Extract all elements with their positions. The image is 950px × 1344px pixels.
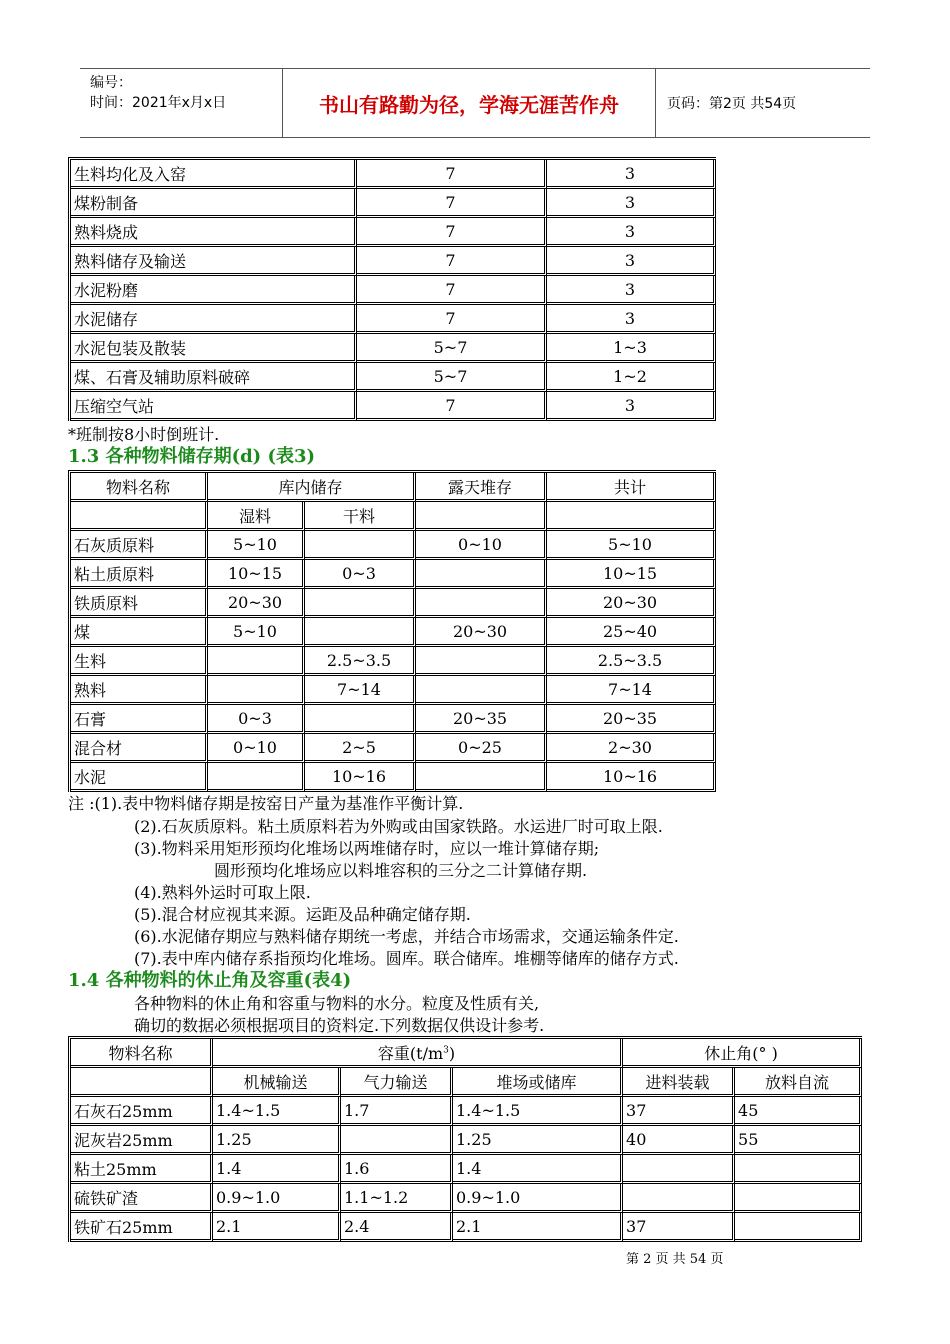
table-row <box>71 734 716 763</box>
table-cell: 压缩空气站 <box>71 392 357 421</box>
table-cell: 3 <box>547 189 716 218</box>
table-cell: 水泥包装及散装 <box>71 334 357 363</box>
col-header-loading: 进料装载 <box>623 1068 735 1097</box>
table-cell: 煤 <box>71 618 208 647</box>
table-row <box>71 305 716 334</box>
table-row <box>71 247 716 276</box>
table-row <box>71 705 716 734</box>
table-cell: 45 <box>735 1097 862 1126</box>
table-cell: 2.1 <box>213 1213 341 1242</box>
col-header-yard: 堆场或储库 <box>453 1068 623 1097</box>
table-cell: 1~3 <box>547 334 716 363</box>
table-cell: 1.1~1.2 <box>341 1184 453 1213</box>
table-cell: 硫铁矿渣 <box>71 1184 213 1213</box>
table-cell <box>305 618 416 647</box>
table-cell: 5~10 <box>208 531 305 560</box>
table-cell: 水泥粉磨 <box>71 276 357 305</box>
table-cell: 生料 <box>71 647 208 676</box>
shift-note: *班制按8小时倒班计. <box>68 425 220 444</box>
table-cell: 3 <box>547 247 716 276</box>
table-row <box>71 763 716 792</box>
col-header-indoor: 库内储存 <box>208 473 416 502</box>
table-row <box>71 1213 862 1242</box>
table-cell: 0.9~1.0 <box>453 1184 623 1213</box>
table-cell: 2~5 <box>305 734 416 763</box>
table-cell <box>735 1213 862 1242</box>
table-cell <box>416 560 547 589</box>
table-cell: 40 <box>623 1126 735 1155</box>
table-cell: 2.5~3.5 <box>547 647 716 676</box>
table-cell: 7 <box>357 218 547 247</box>
table-cell: 3 <box>547 305 716 334</box>
table-cell: 7 <box>357 276 547 305</box>
table-angle-density <box>68 1036 862 1242</box>
table-cell: 1.4~1.5 <box>213 1097 341 1126</box>
table-cell: 1.4 <box>213 1155 341 1184</box>
table-cell: 5~7 <box>357 334 547 363</box>
table-cell <box>208 763 305 792</box>
table-cell: 10~16 <box>305 763 416 792</box>
table-shift-system <box>68 157 716 421</box>
table-cell: 铁质原料 <box>71 589 208 618</box>
table-cell <box>208 647 305 676</box>
table-cell <box>735 1184 862 1213</box>
table-cell: 3 <box>547 276 716 305</box>
table-row <box>71 560 716 589</box>
table-cell: 7 <box>357 305 547 334</box>
table-cell: 1.7 <box>341 1097 453 1126</box>
table-cell: 7 <box>357 392 547 421</box>
table-cell <box>341 1126 453 1155</box>
table-cell: 25~40 <box>547 618 716 647</box>
table-cell: 1.25 <box>213 1126 341 1155</box>
header-page-label: 页码：第2页 共54页 <box>667 96 797 112</box>
page-header <box>80 68 870 138</box>
table-cell: 7 <box>357 247 547 276</box>
col-header-total: 共计 <box>547 473 716 502</box>
table-cell: 37 <box>623 1097 735 1126</box>
table-cell: 5~10 <box>208 618 305 647</box>
table-cell: 20~35 <box>547 705 716 734</box>
table-cell: 粘土质原料 <box>71 560 208 589</box>
table-row <box>71 218 716 247</box>
note-line: (3).物料采用矩形预均化堆场以两堆储存时，应以一堆计算储存期; <box>134 839 600 858</box>
table-cell: 3 <box>547 160 716 189</box>
table-row <box>71 1126 862 1155</box>
table-cell: 37 <box>623 1213 735 1242</box>
table-cell: 石灰质原料 <box>71 531 208 560</box>
table-header-row <box>71 473 716 502</box>
table-cell <box>416 589 547 618</box>
table-subheader-row <box>71 1068 862 1097</box>
col-header-dry: 干料 <box>305 502 416 531</box>
table-cell: 熟料储存及输送 <box>71 247 357 276</box>
table-cell <box>416 676 547 705</box>
paragraph: 各种物料的休止角和容重与物料的水分。粒度及性质有关, <box>134 994 540 1013</box>
header-meta <box>80 69 282 137</box>
col-header-discharge: 放料自流 <box>735 1068 862 1097</box>
table-row <box>71 618 716 647</box>
table-cell: 0~25 <box>416 734 547 763</box>
table-cell: 7 <box>357 160 547 189</box>
table-cell: 泥灰岩25mm <box>71 1126 213 1155</box>
table-cell: 0~10 <box>416 531 547 560</box>
table-cell <box>71 1068 213 1097</box>
table-cell <box>71 502 208 531</box>
table-cell: 熟料 <box>71 676 208 705</box>
note-line: (5).混合材应视其来源。运距及品种确定储存期. <box>134 905 471 924</box>
table-cell <box>623 1184 735 1213</box>
table-row <box>71 334 716 363</box>
date-label: 时间：2021年x月x日 <box>90 95 227 111</box>
table-row <box>71 1184 862 1213</box>
note-line: (7).表中库内储存系指预均化堆场。圆库。联合储库。堆棚等储库的储存方式. <box>134 949 679 968</box>
code-label: 编号： <box>90 75 132 91</box>
table-cell: 20~30 <box>208 589 305 618</box>
table-cell: 55 <box>735 1126 862 1155</box>
col-header-outdoor: 露天堆存 <box>416 473 547 502</box>
table-cell: 0~3 <box>305 560 416 589</box>
table-cell: 混合材 <box>71 734 208 763</box>
col-header-material: 物料名称 <box>71 1039 213 1068</box>
table-cell: 水泥储存 <box>71 305 357 334</box>
table-cell: 10~15 <box>208 560 305 589</box>
table-cell: 石灰石25mm <box>71 1097 213 1126</box>
col-header-material: 物料名称 <box>71 473 208 502</box>
table-cell: 7~14 <box>305 676 416 705</box>
col-header-mechanical: 机械输送 <box>213 1068 341 1097</box>
section-1-4-title: 1.4 各种物料的休止角及容重(表4) <box>68 970 352 991</box>
col-header-angle: 休止角(° ) <box>623 1039 862 1068</box>
table-cell <box>305 705 416 734</box>
table-cell <box>623 1155 735 1184</box>
table-cell <box>416 502 547 531</box>
page-footer: 第 2 页 共 54 页 <box>626 1252 724 1267</box>
table-cell: 2~30 <box>547 734 716 763</box>
table-header-row <box>71 1039 862 1068</box>
table-cell: 20~35 <box>416 705 547 734</box>
table-row <box>71 160 716 189</box>
table-cell: 生料均化及入窑 <box>71 160 357 189</box>
table-cell <box>305 589 416 618</box>
table-row <box>71 1097 862 1126</box>
col-header-density: 容重$(t/m^3)$ <box>213 1039 623 1068</box>
table-cell: 20~30 <box>547 589 716 618</box>
table-row <box>71 392 716 421</box>
table-cell: 7 <box>357 189 547 218</box>
table-cell: 熟料烧成 <box>71 218 357 247</box>
table-cell: 2.4 <box>341 1213 453 1242</box>
table-cell: 2.5~3.5 <box>305 647 416 676</box>
note-line: 圆形预均化堆场应以料堆容积的三分之二计算储存期. <box>214 861 588 880</box>
table-cell <box>547 502 716 531</box>
table-cell: 3 <box>547 218 716 247</box>
table-cell: 5~10 <box>547 531 716 560</box>
table-row <box>71 676 716 705</box>
table-cell: 0~10 <box>208 734 305 763</box>
table-cell: 1.4~1.5 <box>453 1097 623 1126</box>
table-cell <box>208 676 305 705</box>
table-cell: 20~30 <box>416 618 547 647</box>
table-cell: 0~3 <box>208 705 305 734</box>
col-header-wet: 湿料 <box>208 502 305 531</box>
table-cell <box>416 763 547 792</box>
table-cell: 水泥 <box>71 763 208 792</box>
table-row <box>71 189 716 218</box>
table-row <box>71 276 716 305</box>
note-line: (4).熟料外运时可取上限. <box>134 883 311 902</box>
table-storage-period <box>68 470 716 792</box>
note-line: (2).石灰质原料。粘土质原料若为外购或由国家铁路。水运进厂时可取上限. <box>134 817 663 836</box>
table-cell: 10~15 <box>547 560 716 589</box>
note-line: (6).水泥储存期应与熟料储存期统一考虑，并结合市场需求，交通运输条件定. <box>134 927 679 946</box>
table-subheader-row <box>71 502 716 531</box>
table-cell: 石膏 <box>71 705 208 734</box>
table-cell: 煤、石膏及辅助原料破碎 <box>71 363 357 392</box>
table-cell: 铁矿石25mm <box>71 1213 213 1242</box>
table-row <box>71 531 716 560</box>
table-row <box>71 363 716 392</box>
table-cell: 1.25 <box>453 1126 623 1155</box>
table-cell: 1.6 <box>341 1155 453 1184</box>
col-header-pneumatic: 气力输送 <box>341 1068 453 1097</box>
paragraph: 确切的数据必须根据项目的资料定.下列数据仅供设计参考. <box>134 1016 545 1035</box>
table-cell: 2.1 <box>453 1213 623 1242</box>
table-cell <box>416 647 547 676</box>
table-cell <box>735 1155 862 1184</box>
table-cell: 5~7 <box>357 363 547 392</box>
table-cell: 1~2 <box>547 363 716 392</box>
header-motto: 书山有路勤为径，学海无涯苦作舟 <box>282 69 656 137</box>
table-cell <box>305 531 416 560</box>
table-row <box>71 1155 862 1184</box>
table-row <box>71 589 716 618</box>
table-cell: 1.4 <box>453 1155 623 1184</box>
table-cell: 粘土25mm <box>71 1155 213 1184</box>
table-cell: 3 <box>547 392 716 421</box>
table-cell: 7~14 <box>547 676 716 705</box>
section-1-3-title: 1.3 各种物料储存期(d) (表3) <box>68 446 316 467</box>
note-line: 注 :(1).表中物料储存期是按窑日产量为基准作平衡计算. <box>68 794 464 813</box>
table-cell: 煤粉制备 <box>71 189 357 218</box>
table-row <box>71 647 716 676</box>
table-cell: 0.9~1.0 <box>213 1184 341 1213</box>
table-cell: 10~16 <box>547 763 716 792</box>
